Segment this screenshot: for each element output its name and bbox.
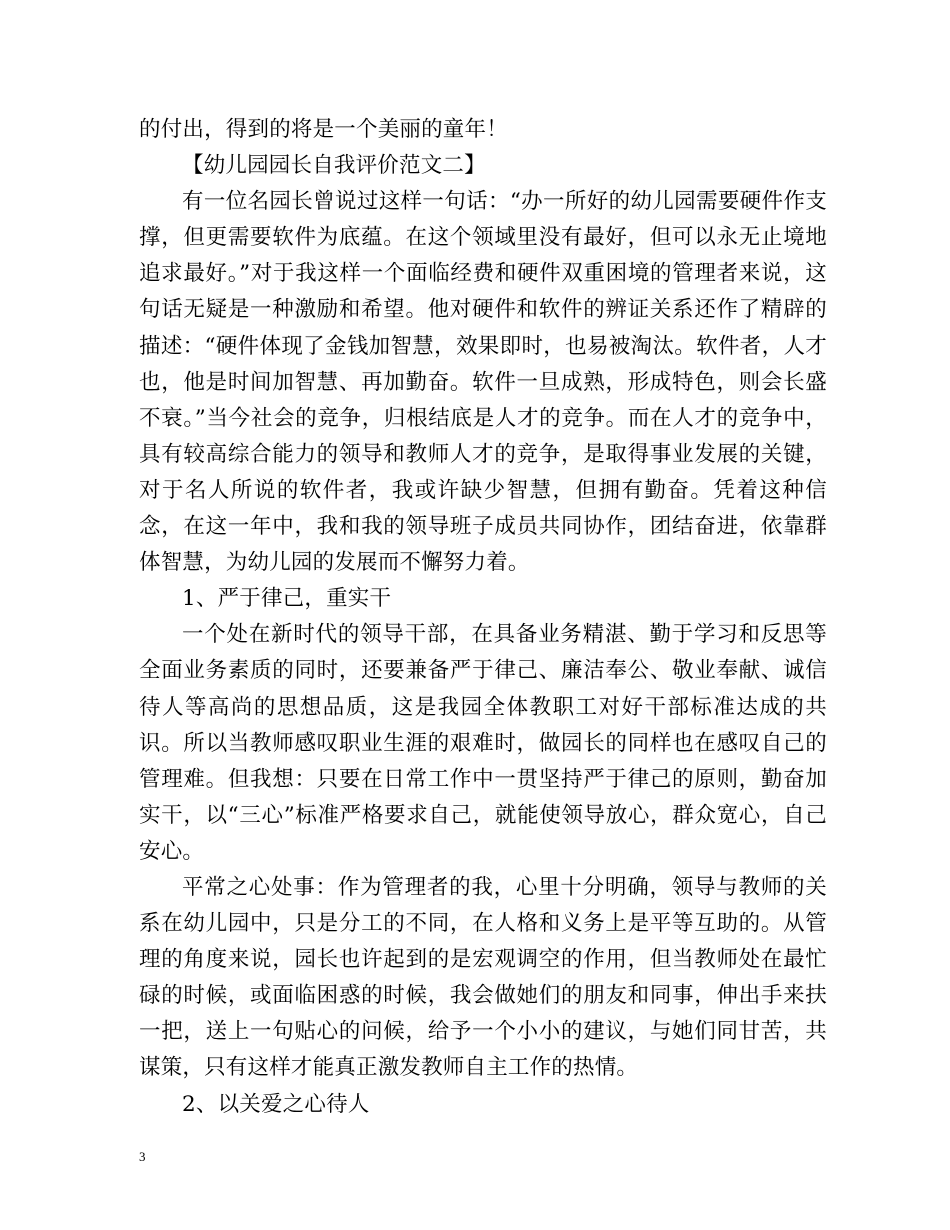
section-heading-2: 2、以关爱之心待人 bbox=[182, 1091, 370, 1117]
paragraph-continuation: 的付出，得到的将是一个美丽的童年！ bbox=[139, 117, 508, 142]
paragraph-ordinary-mind: 平常之心处事：作为管理者的我，心里十分明确，领导与教师的关系在幼儿园中，只是分工的不同，在人格和义务上是平等互助的。从管理的角度来说，园长也许起到的是宏观调空的作用，但当教师处在最忙碌的时候，或面临困惑的时候，我会做她们的朋友和同事，伸出手来扶一把，送上一句贴心的问候，给予一个小小的建议，与她们同甘苦，共谋策，只有这样才能真正激发教师自主工作的热情。 bbox=[139, 874, 827, 1081]
section-heading-1: 1、严于律己，重实干 bbox=[182, 586, 392, 612]
page-number: 3 bbox=[139, 1149, 146, 1164]
section-title: 【幼儿园园长自我评价范文二】 bbox=[182, 153, 486, 179]
document-body bbox=[139, 112, 827, 1123]
paragraph-self-discipline: 一个处在新时代的领导干部，在具备业务精湛、勤于学习和反思等全面业务素质的同时，还要兼备严于律己、廉洁奉公、敬业奉献、诚信待人等高尚的思想品质，这是我园全体教职工对好干部标准达成的共识。所以当教师感叹职业生涯的艰难时，做园长的同样也在感叹自己的管理难。但我想：只要在日常工作中一贯坚持严于律己的原则，勤奋加实干，以“三心”标准严格要求自己，就能使领导放心，群众宽心，自己安心。 bbox=[139, 622, 827, 864]
paragraph-intro: 有一位名园长曾说过这样一句话：“办一所好的幼儿园需要硬件作支撑，但更需要软件为底蕴。在这个领域里没有最好，但可以永无止境地追求最好。”对于我这样一个面临经费和硬件双重困境的管理者来说，这句话无疑是一种激励和希望。他对硬件和软件的辨证关系还作了精辟的描述：“硬件体现了金钱加智慧，效果即时，也易被淘汰。软件者，人才也，他是时间加智慧、再加勤奋。软件一旦成熟，形成特色，则会长盛不衰。”当今社会的竞争，归根结底是人才的竞争。而在人才的竞争中，具有较高综合能力的领导和教师人才的竞争，是取得事业发展的关键，对于名人所说的软件者，我或许缺少智慧，但拥有勤奋。凭着这种信念，在这一年中，我和我的领导班子成员共同协作，团结奋进，依靠群体智慧，为幼儿园的发展而不懈努力着。 bbox=[139, 189, 827, 576]
